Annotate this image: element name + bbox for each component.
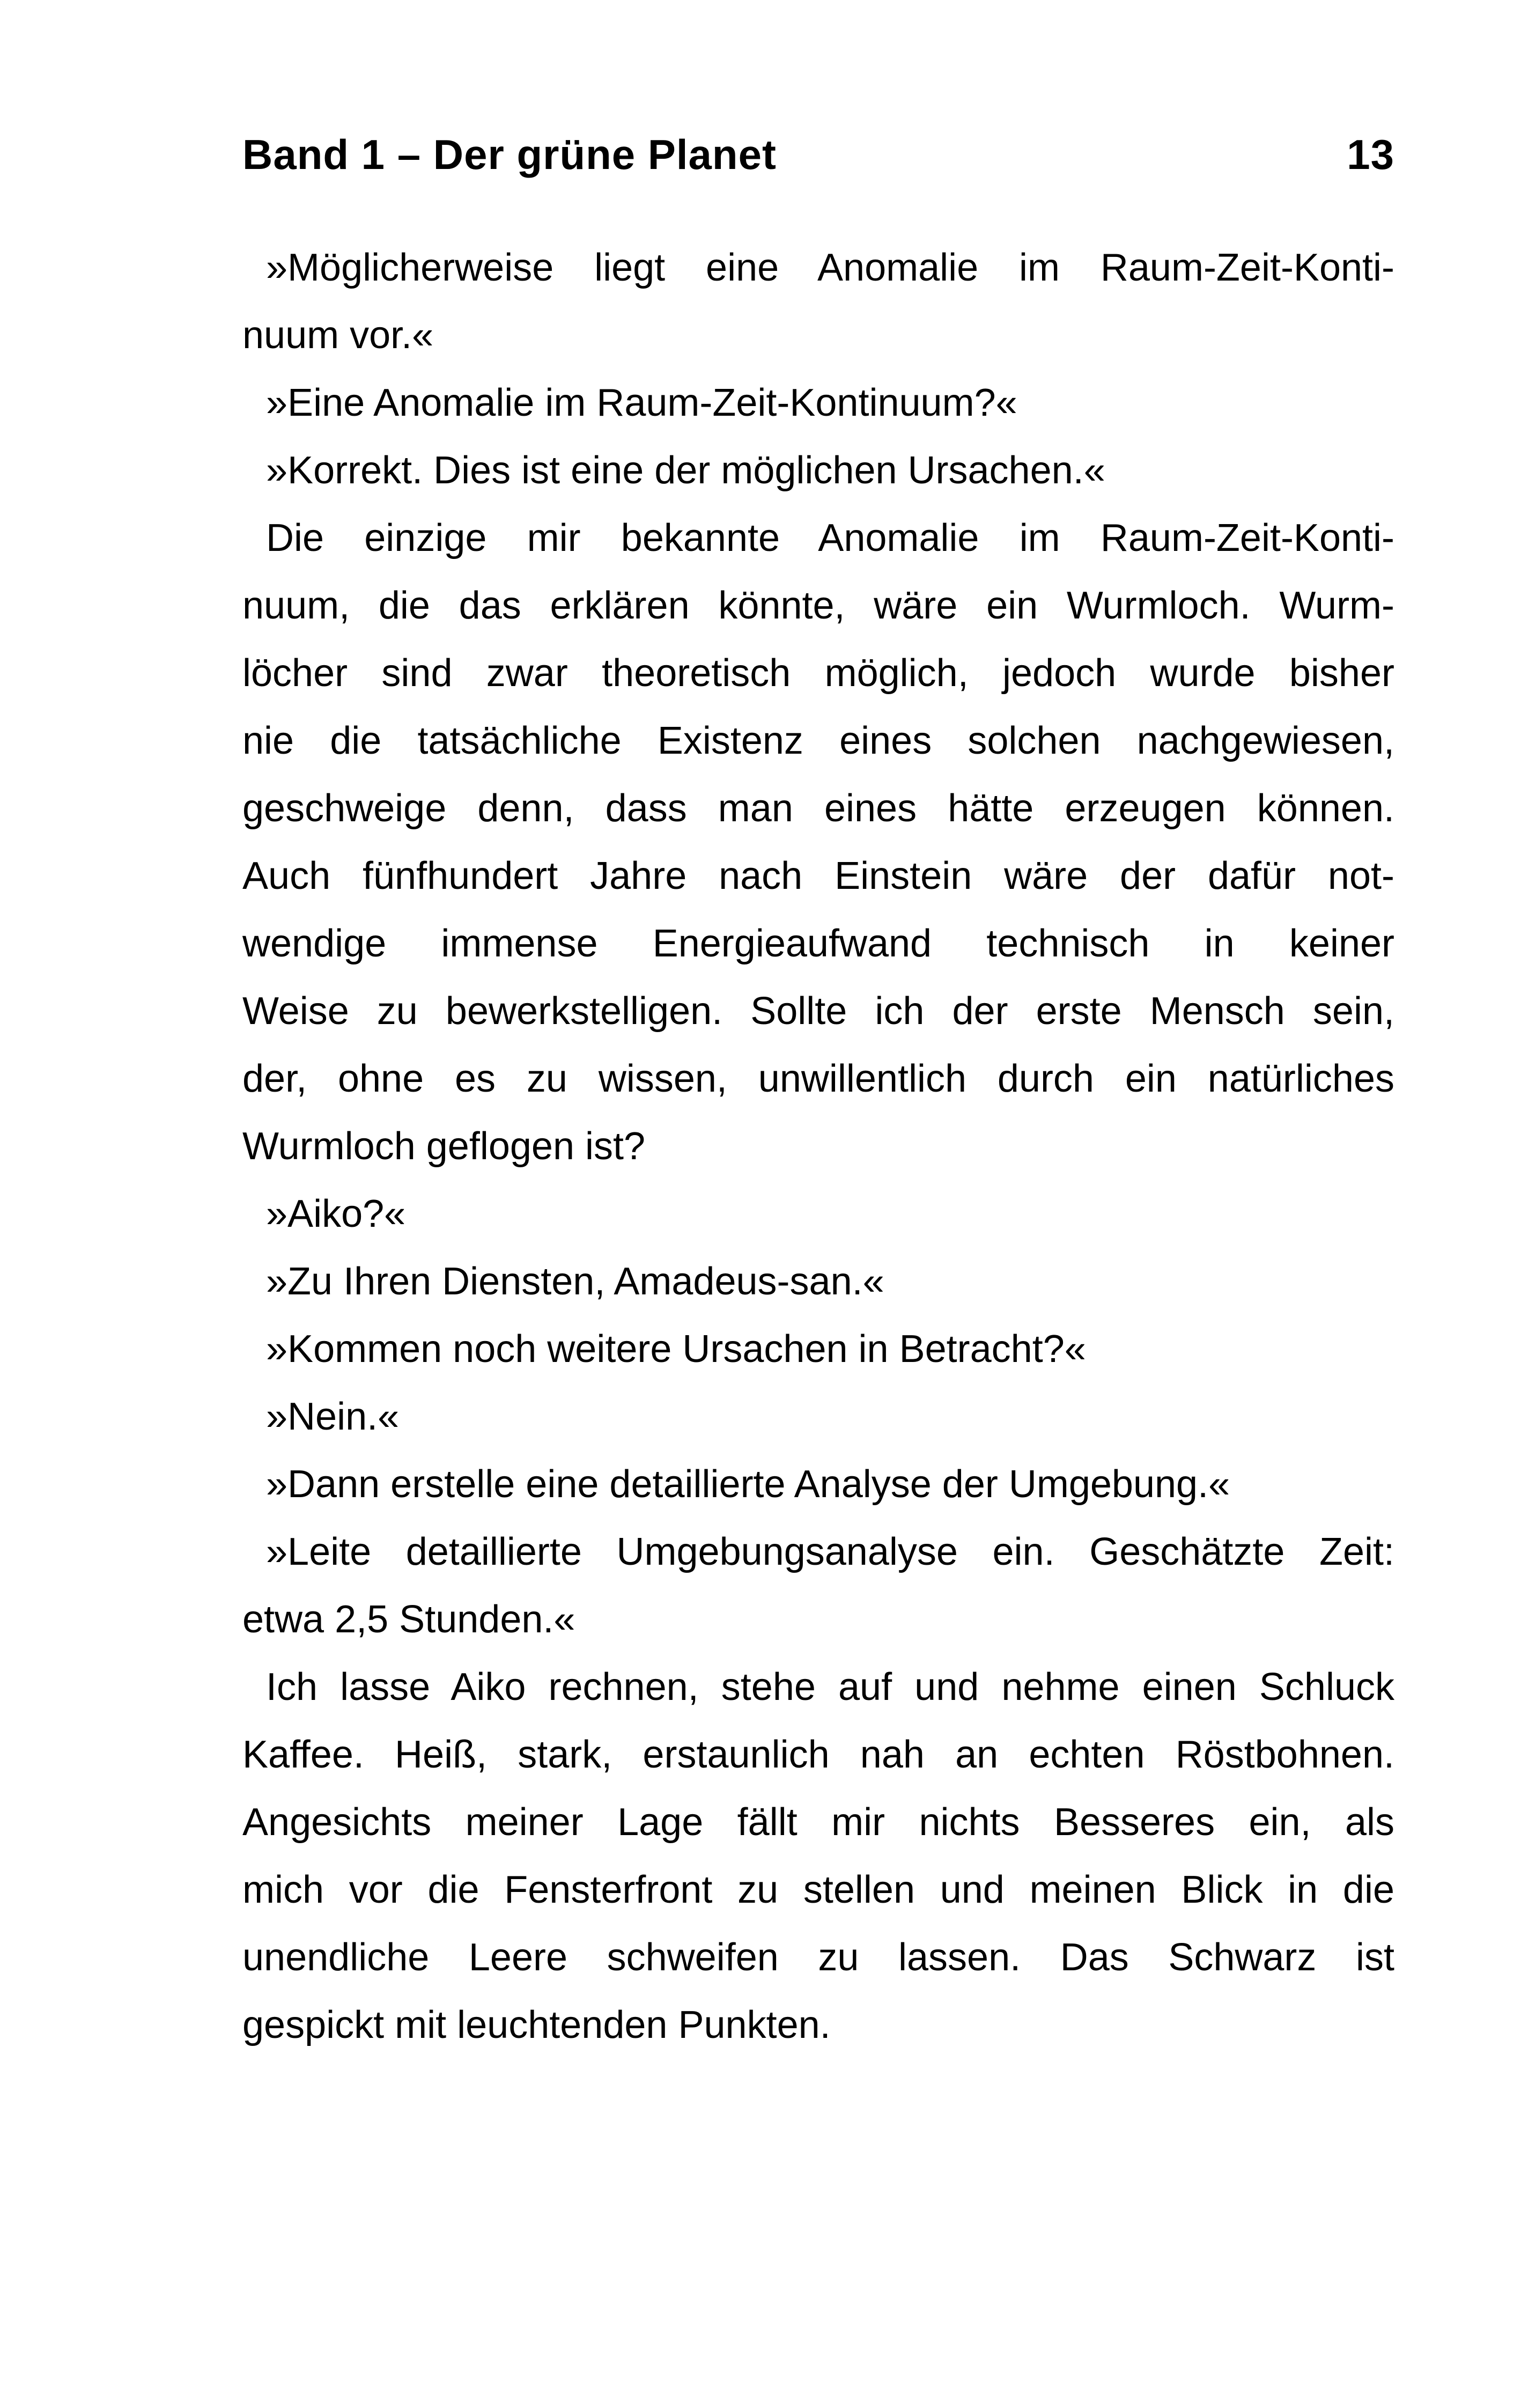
running-header bbox=[242, 129, 1394, 180]
body-line: Auch fünfhundert Jahre nach Einstein wäre der dafür not- bbox=[242, 855, 1394, 897]
body-line: »Kommen noch weitere Ursachen in Betracht?« bbox=[266, 1328, 1086, 1371]
body-line: Kaffee. Heiß, stark, erstaunlich nah an echten Röstbohnen. bbox=[242, 1733, 1394, 1776]
body-line: Die einzige mir bekannte Anomalie im Raum-Zeit-Konti- bbox=[266, 517, 1394, 559]
body-line: »Leite detaillierte Umgebungsanalyse ein. Geschätzte Zeit: bbox=[266, 1530, 1394, 1573]
body-line: Weise zu bewerkstelligen. Sollte ich der erste Mensch sein, bbox=[242, 990, 1394, 1033]
body-line: Wurmloch geflogen ist? bbox=[242, 1125, 646, 1168]
body-line: Angesichts meiner Lage fällt mir nichts Besseres ein, als bbox=[242, 1801, 1394, 1844]
body-line: geschweige denn, dass man eines hätte erzeugen können. bbox=[242, 787, 1394, 830]
body-line: Ich lasse Aiko rechnen, stehe auf und nehme einen Schluck bbox=[266, 1666, 1394, 1709]
body-line: unendliche Leere schweifen zu lassen. Das Schwarz ist bbox=[242, 1936, 1394, 1979]
body-line: »Möglicherweise liegt eine Anomalie im Raum-Zeit-Konti- bbox=[266, 246, 1394, 289]
chapter-header-title: Band 1 – Der grüne Planet bbox=[242, 131, 777, 178]
body-line: löcher sind zwar theoretisch möglich, jedoch wurde bisher bbox=[242, 652, 1394, 695]
body-text-column bbox=[242, 234, 1394, 2059]
body-line: »Eine Anomalie im Raum-Zeit-Kontinuum?« bbox=[266, 381, 1017, 424]
body-line: mich vor die Fensterfront zu stellen und meinen Blick in die bbox=[242, 1868, 1394, 1911]
body-line: »Aiko?« bbox=[266, 1192, 406, 1235]
body-line: »Dann erstelle eine detaillierte Analyse der Umgebung.« bbox=[266, 1463, 1230, 1506]
body-line: »Nein.« bbox=[266, 1395, 400, 1438]
body-line: nuum vor.« bbox=[242, 314, 434, 357]
body-line: nuum, die das erklären könnte, wäre ein Wurmloch. Wurm- bbox=[242, 584, 1394, 627]
body-line: »Zu Ihren Diensten, Amadeus-san.« bbox=[266, 1260, 884, 1303]
body-line: wendige immense Energieaufwand technisch in keiner bbox=[242, 922, 1394, 965]
body-line: gespickt mit leuchtenden Punkten. bbox=[242, 2004, 831, 2046]
body-line: der, ohne es zu wissen, unwillentlich durch ein natürliches bbox=[242, 1057, 1394, 1100]
body-line: etwa 2,5 Stunden.« bbox=[242, 1598, 575, 1641]
body-line: nie die tatsächliche Existenz eines solchen nachgewiesen, bbox=[242, 719, 1394, 762]
body-line: »Korrekt. Dies ist eine der möglichen Ursachen.« bbox=[266, 449, 1105, 492]
page-number: 13 bbox=[1347, 131, 1394, 178]
